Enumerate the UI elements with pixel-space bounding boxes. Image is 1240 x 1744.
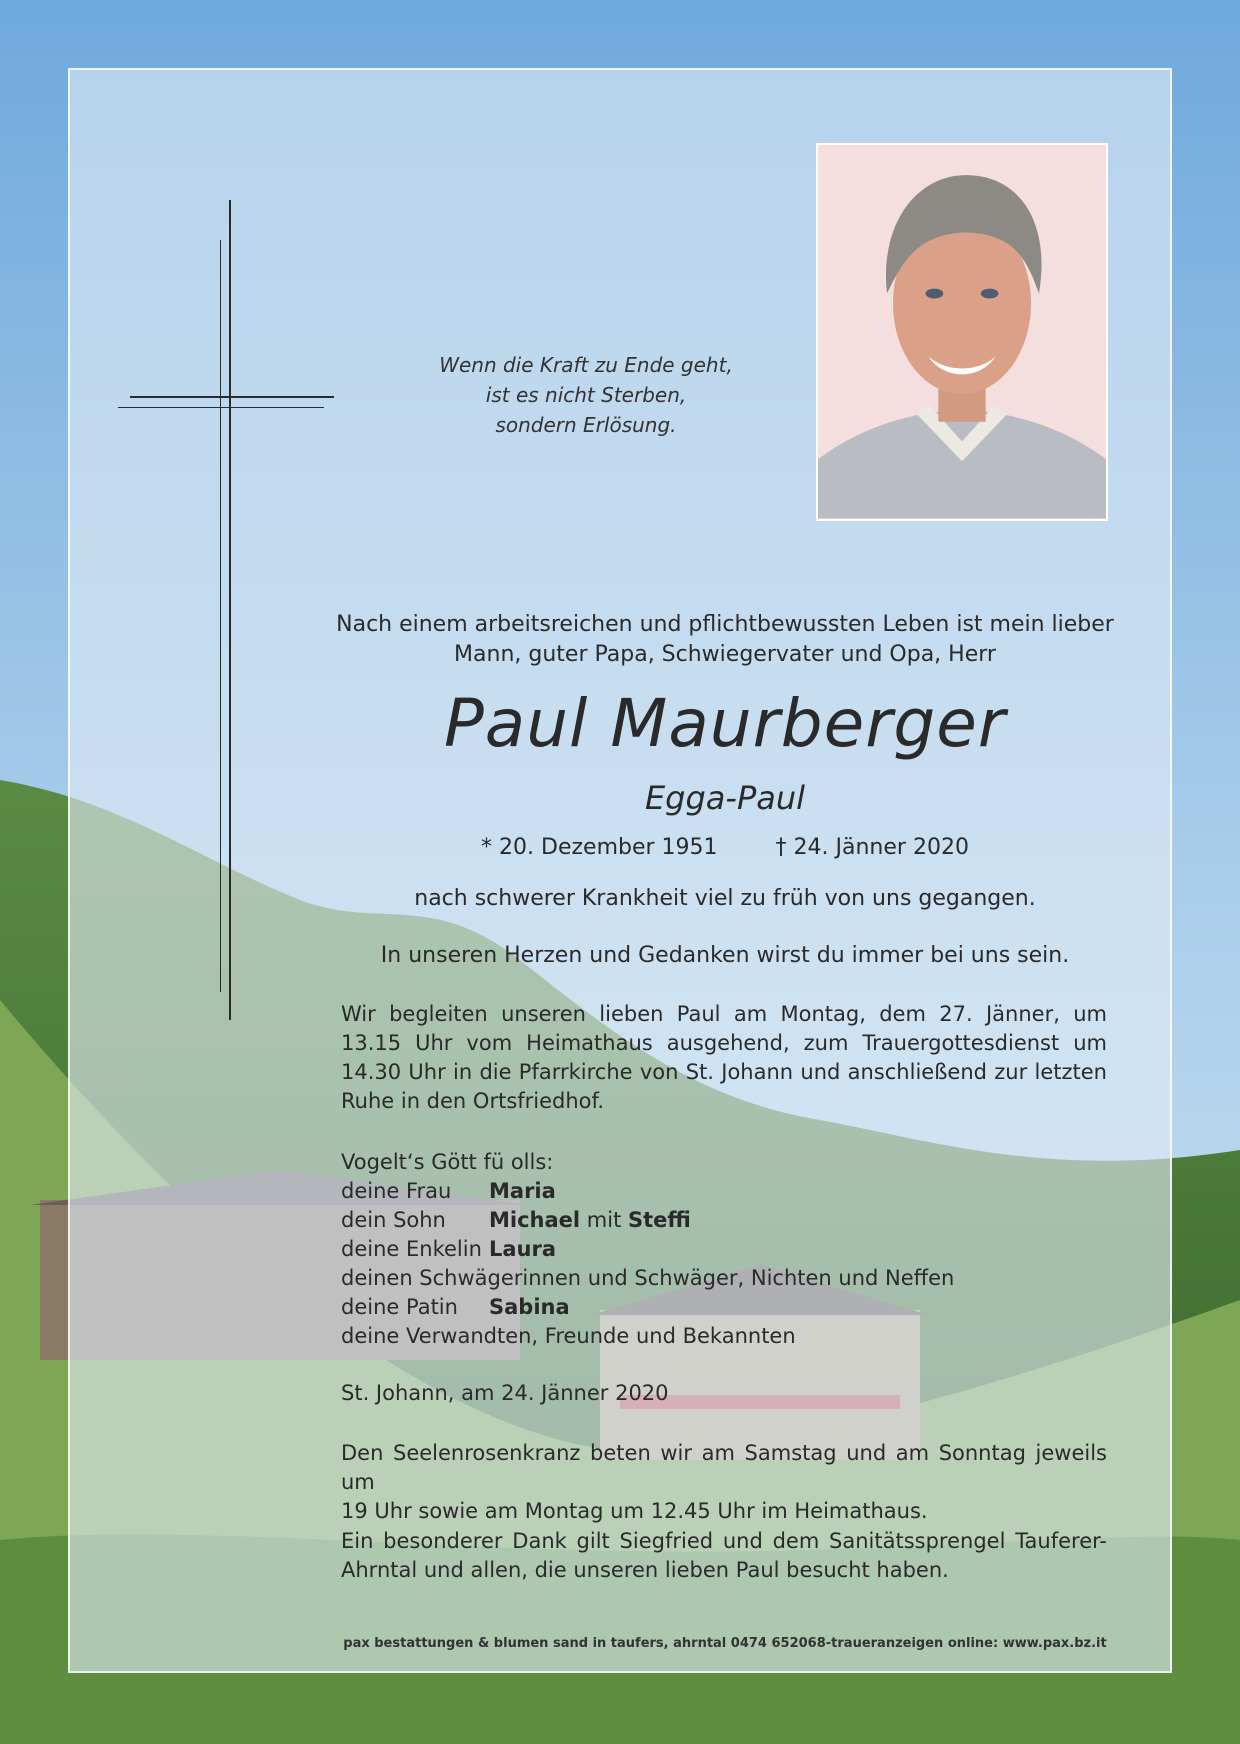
mourner-godmother: deine Patin Sabina bbox=[341, 1295, 570, 1319]
intro-text bbox=[320, 610, 1130, 670]
mourner-others: deine Verwandten, Freunde und Bekannten bbox=[341, 1324, 796, 1348]
quote-line: ist es nicht Sterben, bbox=[485, 383, 687, 407]
intro-line: Nach einem arbeitsreichen und pflichtbewussten Leben ist mein lieber bbox=[336, 612, 1114, 637]
death-date: † 24. Jänner 2020 bbox=[775, 835, 969, 860]
mourner-son: dein Sohn Michael mit Steffi bbox=[341, 1208, 691, 1232]
place-date: St. Johann, am 24. Jänner 2020 bbox=[341, 1381, 669, 1405]
deceased-nickname: Egga-Paul bbox=[644, 779, 806, 817]
deceased-name: Paul Maurberger bbox=[443, 685, 1006, 762]
gratitude-line: Ahrntal und allen, die unseren lieben Paul besucht haben. bbox=[341, 1558, 949, 1582]
memorial-quote bbox=[400, 350, 772, 440]
funeral-paragraph bbox=[341, 1000, 1107, 1116]
memory-line: In unseren Herzen und Gedanken wirst du immer bei uns sein. bbox=[380, 943, 1070, 968]
intro-line: Mann, guter Papa, Schwiegervater und Opa, Herr bbox=[454, 642, 996, 667]
rosary-paragraph bbox=[341, 1439, 1107, 1526]
birth-date: * 20. Dezember 1951 bbox=[481, 835, 718, 860]
rosary-line: 19 Uhr sowie am Montag um 12.45 Uhr im Heimathaus. bbox=[341, 1499, 928, 1523]
quote-line: Wenn die Kraft zu Ende geht, bbox=[439, 353, 733, 377]
mourner-grandchild: deine Enkelin Laura bbox=[341, 1237, 557, 1261]
funeral-line: 14.30 Uhr in die Pfarrkirche von St. Johann und anschließend zur letzten bbox=[341, 1060, 1107, 1084]
cross-vertical-bar bbox=[229, 200, 231, 1020]
mourners-list bbox=[341, 1148, 1107, 1351]
life-dates bbox=[320, 833, 1130, 863]
funeral-line: Ruhe in den Ortsfriedhof. bbox=[341, 1089, 605, 1113]
rosary-line: Den Seelenrosenkranz beten wir am Samstag und am Sonntag jeweils um bbox=[341, 1441, 1107, 1494]
mourner-wife: deine Frau Maria bbox=[341, 1179, 556, 1203]
gratitude-line: Ein besonderer Dank gilt Siegfried und dem Sanitätssprengel Tauferer- bbox=[341, 1529, 1107, 1553]
mourners-heading: Vogelt‘s Gött fü olls: bbox=[341, 1150, 554, 1174]
mourner-inlaws: deinen Schwägerinnen und Schwäger, Nichten und Neffen bbox=[341, 1266, 955, 1290]
cross-horizontal-bar bbox=[130, 396, 334, 398]
passing-line: nach schwerer Krankheit viel zu früh von uns gegangen. bbox=[414, 886, 1036, 911]
cross-vertical-bar-thin bbox=[220, 240, 221, 992]
cross-horizontal-bar-thin bbox=[118, 407, 324, 408]
portrait-photo bbox=[816, 143, 1108, 521]
gratitude-paragraph bbox=[341, 1527, 1107, 1585]
funeral-line: Wir begleiten unseren lieben Paul am Montag, dem 27. Jänner, um bbox=[341, 1002, 1107, 1026]
footer-imprint: pax bestattungen & blumen sand in taufers, ahrntal 0474 652068-traueranzeigen online: www.pax.bz.it bbox=[343, 1636, 1107, 1651]
funeral-line: 13.15 Uhr vom Heimathaus ausgehend, zum Trauergottesdienst um bbox=[341, 1031, 1107, 1055]
quote-line: sondern Erlösung. bbox=[495, 413, 677, 437]
